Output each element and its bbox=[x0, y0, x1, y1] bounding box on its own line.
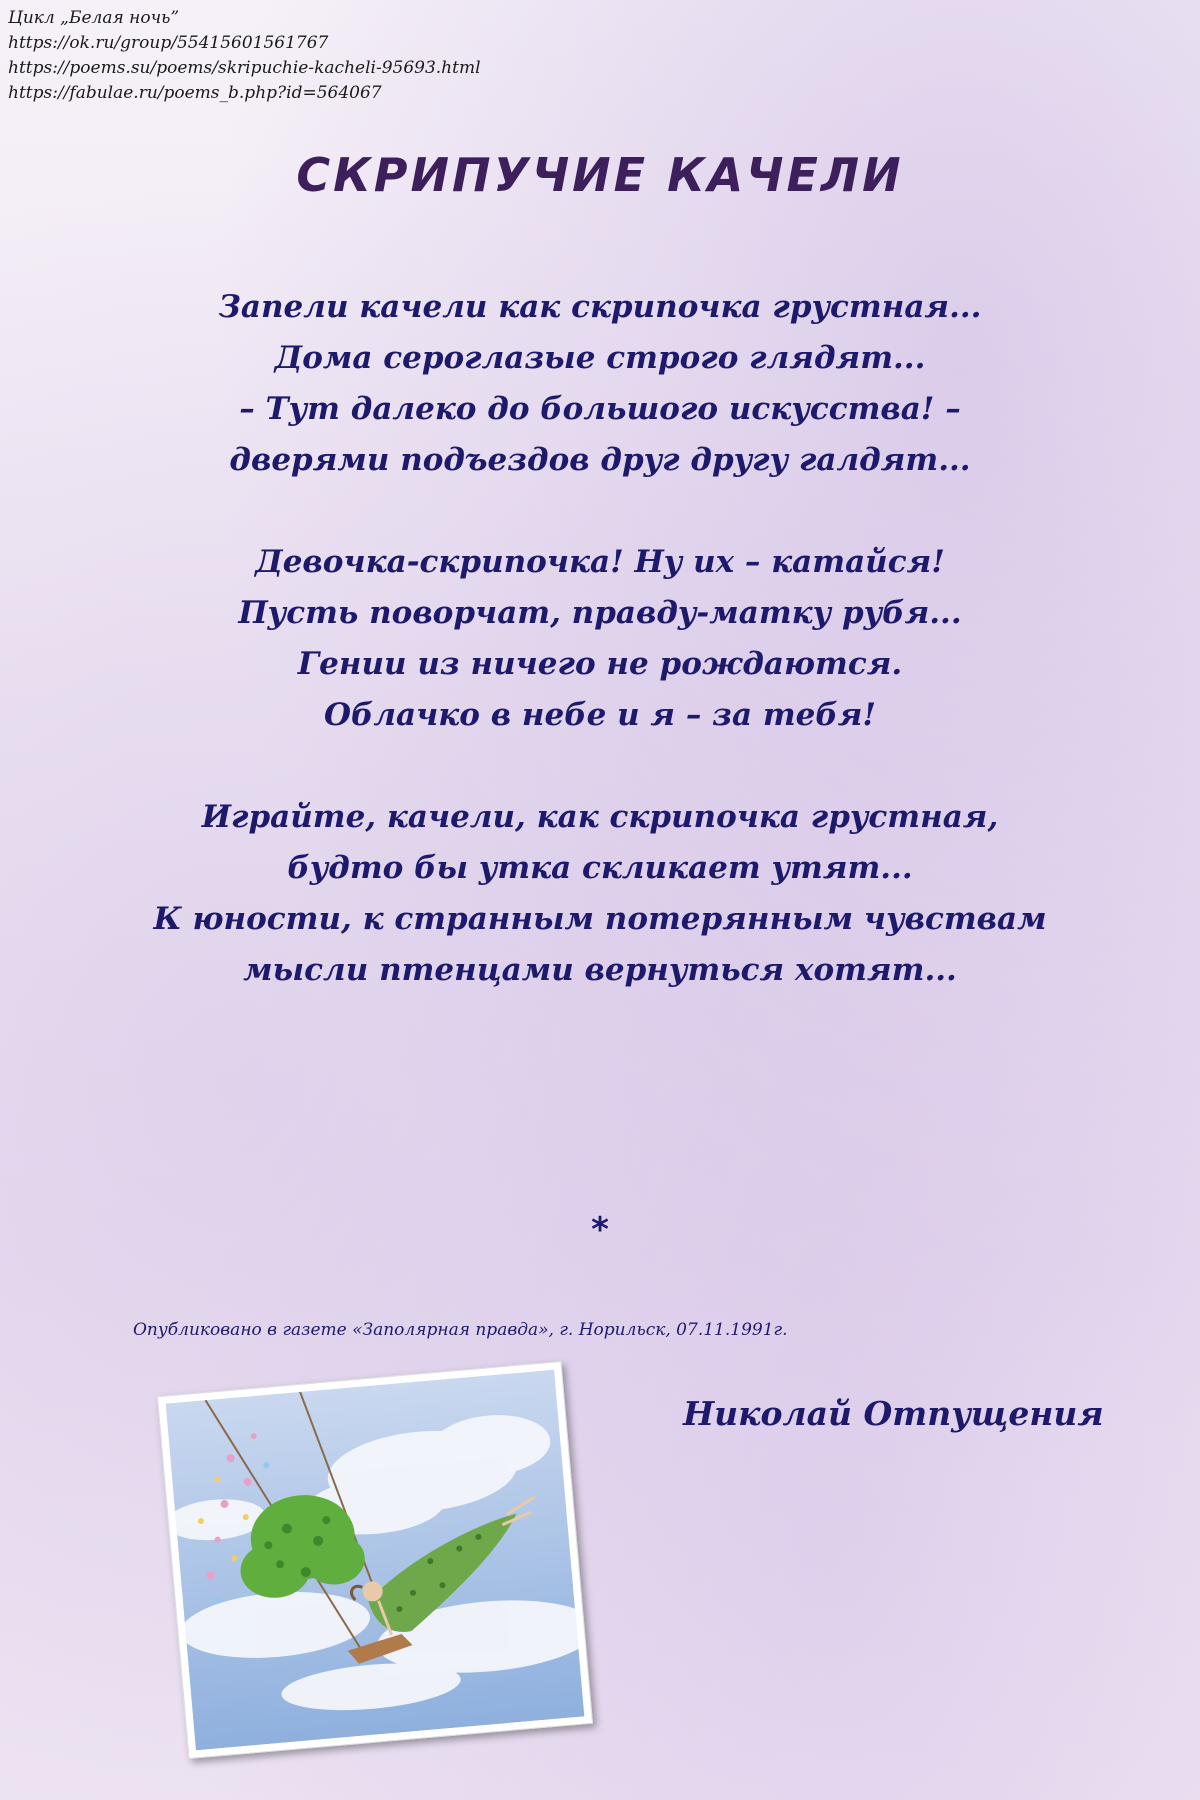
author-name: Николай Отпущения bbox=[683, 1394, 1104, 1433]
poem-title: СКРИПУЧИЕ КАЧЕЛИ bbox=[296, 148, 904, 202]
poem-line: Пусть поворчат, правду-матку рубя... bbox=[238, 595, 962, 631]
cycle-label: Цикл „Белая ночь” bbox=[8, 8, 180, 28]
section-divider: * bbox=[591, 1210, 609, 1250]
link-fabulae[interactable]: https://fabulae.ru/poems_b.php?id=564067 bbox=[8, 83, 382, 103]
poem-line: мысли птенцами вернуться хотят... bbox=[243, 952, 957, 988]
poem-line: Девочка-скрипочка! Ну их – катайся! bbox=[255, 544, 945, 580]
publication-note: Опубликовано в газете «Заполярная правда», г. Норильск, 07.11.1991г. bbox=[133, 1320, 788, 1340]
poem-body bbox=[0, 282, 1200, 1047]
poem-line: К юности, к странным потерянным чувствам bbox=[153, 901, 1047, 937]
poem-line: Играйте, качели, как скрипочка грустная, bbox=[201, 799, 999, 835]
poem-line: дверями подъездов друг другу галдят... bbox=[229, 442, 971, 478]
stanza-2 bbox=[0, 537, 1200, 741]
source-links bbox=[8, 6, 481, 106]
watercolor-girl-on-swing-icon bbox=[166, 1370, 585, 1751]
poem-line: Гении из ничего не рождаются. bbox=[297, 646, 903, 682]
poem-line: будто бы утка скликает утят... bbox=[287, 850, 913, 886]
poem-line: Облачко в небе и я – за тебя! bbox=[323, 697, 877, 733]
link-poems[interactable]: https://poems.su/poems/skripuchie-kacheli-95693.html bbox=[8, 58, 481, 78]
stanza-1 bbox=[0, 282, 1200, 486]
illustration-frame bbox=[157, 1361, 593, 1759]
link-ok[interactable]: https://ok.ru/group/55415601561767 bbox=[8, 33, 329, 53]
poem-line: – Тут далеко до большого искусства! – bbox=[239, 391, 961, 427]
poem-line: Запели качели как скрипочка грустная... bbox=[218, 289, 982, 325]
stanza-3 bbox=[0, 792, 1200, 996]
poem-line: Дома сероглазые строго глядят... bbox=[274, 340, 926, 376]
